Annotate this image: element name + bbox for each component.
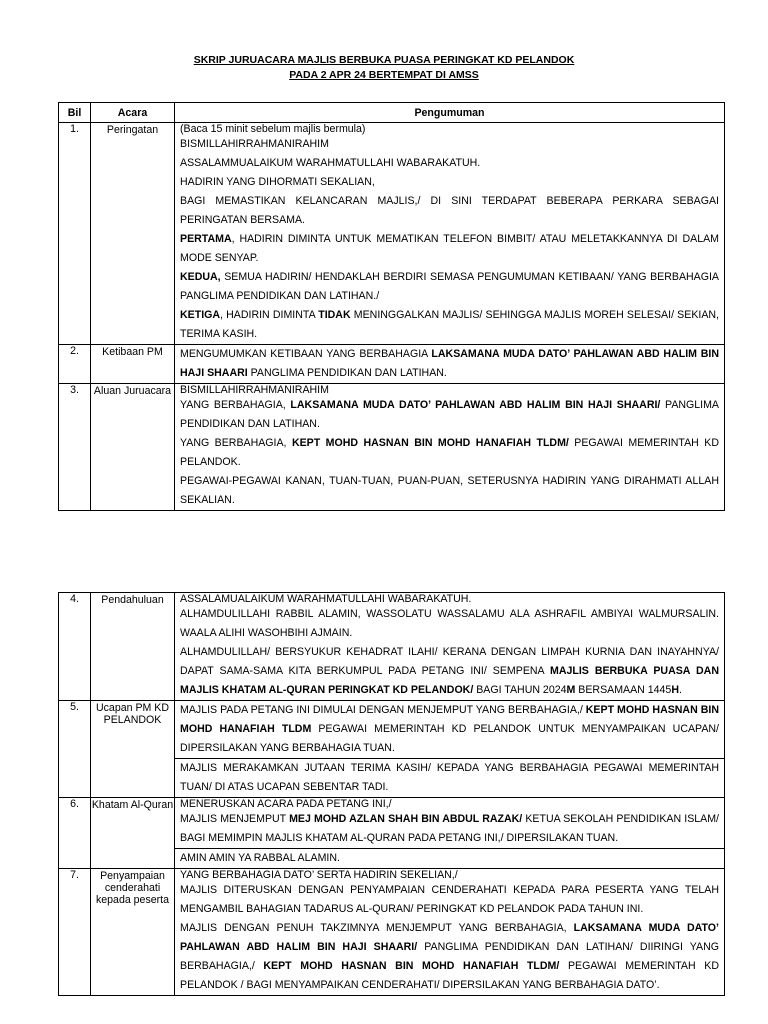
paragraph — [180, 810, 719, 848]
text-span: MAJLIS DENGAN PENUH TAKZIMNYA MENJEMPUT YANG BERBAHAGIA, — [180, 922, 574, 934]
text-span: , HADIRIN DIMINTA UNTUK MEMATIKAN TELEFON BIMBIT/ ATAU MELETAKKANNYA DI DALAM MODE SENYAP. — [180, 233, 719, 264]
text-line: AMIN AMIN YA RABBAL ALAMIN. — [180, 852, 340, 864]
text-span: YANG BERBAHAGIA, — [180, 437, 292, 449]
paragraph — [180, 434, 719, 472]
bold-text: LAKSAMANA MUDA DATO’ PAHLAWAN ABD HALIM BIN HAJI SHAARI/ — [180, 922, 719, 953]
bold-text: KEPT MOHD HASNAN BIN MOHD HANAFIAH TLDM/ — [263, 960, 560, 972]
bold-text: KETIGA — [180, 309, 221, 321]
bold-text: MEJ MOHD AZLAN SHAH BIN ABDUL RAZAK/ — [289, 813, 523, 825]
text-span: SEMUA HADIRIN/ HENDAKLAH BERDIRI SEMASA PENGUMUMAN KETIBAAN/ YANG BERBAHAGIA PANGLIMA PENDIDIKAN DAN LATIHAN./ — [180, 271, 719, 302]
row-pengumuman — [175, 384, 725, 511]
table-row — [59, 384, 725, 511]
bold-text: LAKSAMANA MUDA DATO’ PAHLAWAN ABD HALIM BIN HAJI SHAARI/ — [290, 399, 661, 411]
text-line: BISMILLAHIRRAHMANIRAHIM — [180, 138, 329, 150]
text-line: BAGI MEMASTIKAN KELANCARAN MAJLIS,/ DI SINI TERDAPAT BEBERAPA PERKARA SEBAGAI PERINGATAN BERSAMA. — [180, 195, 719, 226]
text-span: PANGLIMA PENDIDIKAN DAN LATIHAN. — [247, 367, 447, 379]
bold-text: KEPT MOHD HASNAN BIN MOHD HANAFIAH TLDM — [180, 704, 719, 735]
paragraph — [180, 643, 719, 700]
text-span: BERSAMAAN 1445 — [575, 684, 672, 696]
row-bil: 4. — [59, 593, 91, 701]
text-span: PANGLIMA PENDIDIKAN DAN LATIHAN. — [180, 399, 719, 430]
table-row — [59, 701, 725, 759]
script-table-1 — [58, 102, 725, 511]
paragraph — [180, 345, 719, 383]
text-line: MENERUSKAN ACARA PADA PETANG INI,/ — [180, 798, 392, 810]
paragraph: MAJLIS MERAKAMKAN JUTAAN TERIMA KASIH/ KEPADA YANG BERBAHAGIA PEGAWAI MEMERINTAH TUAN/ DI ATAS UCAPAN SEBENTAR TADI. — [180, 762, 719, 793]
row-pengumuman — [175, 345, 725, 384]
bold-text: PERTAMA — [180, 233, 232, 245]
text-line: HADIRIN YANG DIHORMATI SEKALIAN, — [180, 176, 375, 188]
paragraph-pertama — [180, 230, 719, 268]
row-acara: Ucapan PM KD PELANDOK — [91, 701, 175, 798]
table-row — [59, 345, 725, 384]
paragraph — [180, 701, 719, 758]
row-bil: 6. — [59, 798, 91, 869]
text-span: PEGAWAI MEMERINTAH KD PELANDOK UNTUK MENYAMPAIKAN UCAPAN/ DIPERSILAKAN YANG BERBAHAGIA TUAN. — [180, 723, 719, 754]
table-row — [59, 123, 725, 345]
row-bil: 1. — [59, 123, 91, 345]
text-line: BISMILLAHIRRAHMANIRAHIM — [180, 384, 329, 396]
table-row — [59, 593, 725, 701]
table-row — [59, 869, 725, 996]
bold-text: TIDAK — [318, 309, 351, 321]
bold-text: KEPT MOHD HASNAN BIN MOHD HANAFIAH TLDM/ — [291, 437, 569, 449]
text-span: MAJLIS MENJEMPUT — [180, 813, 290, 825]
text-line: ASSALAMMUALAIKUM WARAHMATULLAHI WABARAKATUH. — [180, 157, 481, 169]
text-span: YANG BERBAHAGIA, — [180, 399, 291, 411]
row-bil: 3. — [59, 384, 91, 511]
text-span: PEGAWAI MEMERINTAH KD PELANDOK / BAGI MENYAMPAIKAN CENDERAHATI/ DIPERSILAKAN YANG BERBAHAGIA DATO’. — [180, 960, 719, 991]
paragraph-ketiga — [180, 306, 719, 344]
text-span: MENGUMUMKAN KETIBAAN YANG BERBAHAGIA — [180, 348, 432, 360]
text-span: MAJLIS PADA PETANG INI DIMULAI DENGAN MENJEMPUT YANG BERBAHAGIA,/ — [180, 704, 586, 716]
text-span: ALHAMDULILLAH/ BERSYUKUR KEHADRAT ILAHI/ KERANA DENGAN LIMPAH KURNIA DAN INAYAHNYA/ DAPAT SAMA-SAMA KITA BERKUMPUL PADA PETANG INI/ SEMPENA — [180, 646, 719, 677]
row-pengumuman — [175, 123, 725, 345]
row-acara: Aluan Juruacara — [91, 384, 175, 511]
row-acara: Pendahuluan — [91, 593, 175, 701]
text-span: KETUA SEKOLAH PENDIDIKAN ISLAM/ BAGI MEMIMPIN MAJLIS KHATAM AL-QURAN PADA PETANG INI,/ DIPERSILAKAN TUAN. — [180, 813, 719, 844]
row-acara: Khatam Al-Quran — [91, 798, 175, 869]
paragraph — [180, 919, 719, 995]
row-pengumuman — [175, 849, 725, 869]
script-table-2 — [58, 592, 725, 996]
row-acara: Ketibaan PM — [91, 345, 175, 384]
row-pengumuman — [175, 759, 725, 798]
text-span: MENINGGALKAN MAJLIS/ SEHINGGA MAJLIS MOREH SELESAI/ SEKIAN, TERIMA KASIH. — [180, 309, 719, 340]
bold-text: M — [566, 684, 576, 696]
doc-title-line1: SKRIP JURUACARA MAJLIS BERBUKA PUASA PERINGKAT KD PELANDOK — [193, 54, 575, 66]
row-bil: 2. — [59, 345, 91, 384]
table-row — [59, 798, 725, 849]
paragraph-kedua — [180, 268, 719, 306]
paragraph: MAJLIS DITERUSKAN DENGAN PENYAMPAIAN CENDERAHATI KEPADA PARA PESERTA YANG TELAH MENGAMBIL BAHAGIAN TADARUS AL-QURAN/ PERINGKAT KD PELANDOK PADA TAHUN INI. — [180, 884, 719, 915]
row-bil: 5. — [59, 701, 91, 798]
bold-text: KEDUA, — [180, 271, 221, 283]
text-line: YANG BERBAHAGIA DATO’ SERTA HADIRIN SEKELIAN,/ — [180, 869, 458, 881]
doc-title-line2: PADA 2 APR 24 BERTEMPAT DI AMSS — [289, 69, 479, 81]
paragraph: PEGAWAI-PEGAWAI KANAN, TUAN-TUAN, PUAN-PUAN, SETERUSNYA HADIRIN YANG DIRAHMATI ALLAH SEKALIAN. — [180, 475, 719, 506]
header-pengumuman: Pengumuman — [175, 103, 725, 123]
row-pengumuman — [175, 798, 725, 849]
text-span: , HADIRIN DIMINTA — [220, 309, 319, 321]
header-bil: Bil — [59, 103, 91, 123]
row-acara: Peringatan — [91, 123, 175, 345]
bold-text: LAKSAMANA MUDA DATO’ PAHLAWAN ABD HALIM BIN HAJI SHAARI — [180, 348, 719, 379]
row-pengumuman — [175, 869, 725, 996]
text-span: . — [678, 684, 682, 696]
bold-text: MAJLIS BERBUKA PUASA DAN MAJLIS KHATAM AL-QURAN PERINGKAT KD PELANDOK/ — [180, 665, 719, 696]
row-acara: Penyampaian cenderahati kepada peserta — [91, 869, 175, 996]
row-bil: 7. — [59, 869, 91, 996]
text-span: PEGAWAI MEMERINTAH KD PELANDOK. — [180, 437, 719, 468]
header-acara: Acara — [91, 103, 175, 123]
paragraph: ALHAMDULILLAHI RABBIL ALAMIN, WASSOLATU WASSALAMU ALA ASHRAFIL AMBIYAI WALMURSALIN. WAALA ALIHI WASOHBIHI AJMAIN. — [180, 608, 719, 639]
bold-text: H — [671, 684, 679, 696]
note-line: (Baca 15 minit sebelum majlis bermula) — [180, 123, 366, 135]
text-span: BAGI TAHUN 2024 — [473, 684, 567, 696]
row-pengumuman — [175, 701, 725, 759]
paragraph — [180, 396, 719, 434]
row-pengumuman — [175, 593, 725, 701]
text-line: ASSALAMUALAIKUM WARAHMATULLAHI WABARAKATUH. — [180, 593, 472, 605]
text-span: PANGLIMA PENDIDIKAN DAN LATIHAN/ DIIRINGI YANG BERBAHAGIA,/ — [180, 941, 719, 972]
table-header-row — [59, 103, 725, 123]
